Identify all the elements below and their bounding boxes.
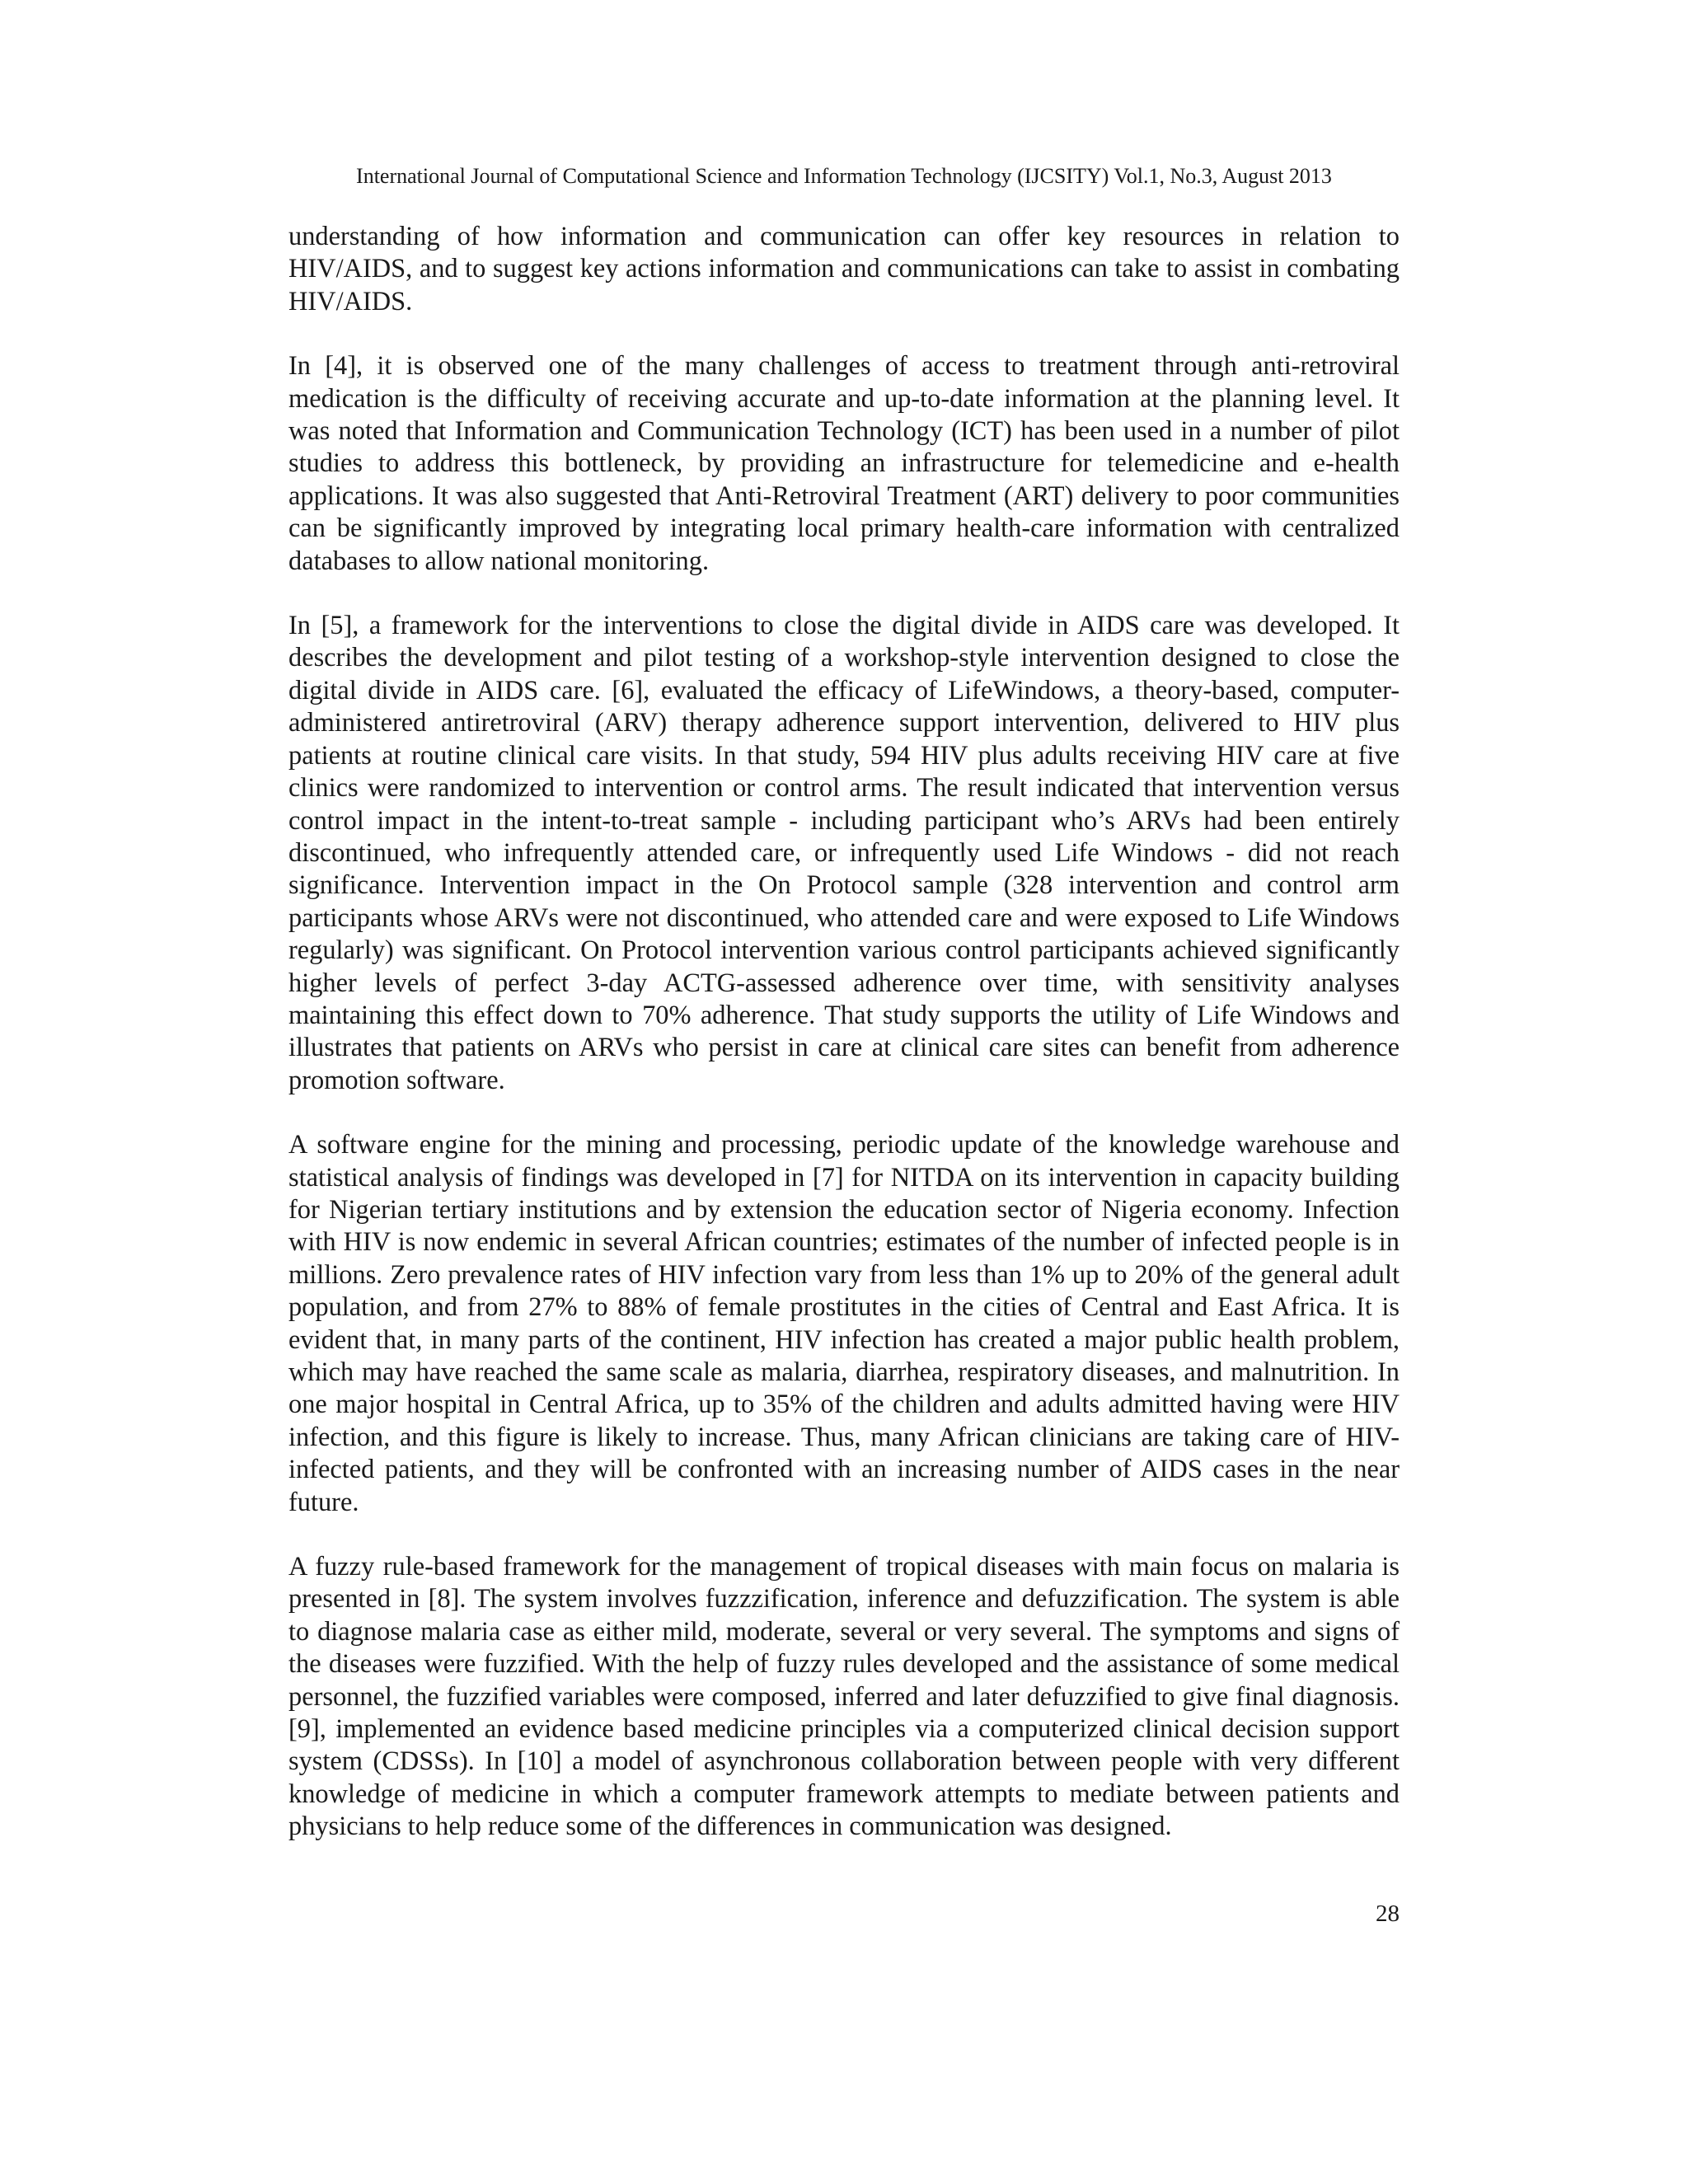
paragraph-ict-art-delivery: In [4], it is observed one of the many challenges of access to treatment through anti-retroviral medication is the difficulty of receiving accurate and up-to-date information at the planning level. It was noted that Information and Communication Technology (ICT) has been used in a number of pilot studies to address this bottleneck, by providing an infrastructure for telemedicine and e-health applications. It was also suggested that Anti-Retroviral Treatment (ART) delivery to poor communities can be significantly improved by integrating local primary health-care information with centralized databases to allow national monitoring.: [288, 351, 1400, 576]
paragraph-digital-divide-lifewindows: In [5], a framework for the interventions to close the digital divide in AIDS care was developed. It describes the development and pilot testing of a workshop-style intervention designed to close the digital divide in AIDS care. [6], evaluated the efficacy of LifeWindows, a theory-based, computer-administered antiretroviral (ARV) therapy adherence support intervention, delivered to HIV plus patients at routine clinical care visits. In that study, 594 HIV plus adults receiving HIV care at five clinics were randomized to intervention or control arms. The result indicated that intervention versus control impact in the intent-to-treat sample - including participant who’s ARVs had been entirely discontinued, who infrequently attended care, or infrequently used Life Windows - did not reach significance. Intervention impact in the On Protocol sample (328 intervention and control arm participants whose ARVs were not discontinued, who attended care and were exposed to Life Windows regularly) was significant. On Protocol intervention various control participants achieved significantly higher levels of perfect 3-day ACTG-assessed adherence over time, with sensitivity analyses maintaining this effect down to 70% adherence. That study supports the utility of Life Windows and illustrates that patients on ARVs who persist in care at clinical care sites can benefit from adherence promotion software.: [288, 611, 1400, 1095]
body-text: [288, 221, 1400, 1876]
running-header: International Journal of Computational Science and Information Technology (IJCSITY) Vol.1, No.3, August 2013: [356, 164, 1332, 188]
paragraph-continuation: understanding of how information and communication can offer key resources in relation to HIV/AIDS, and to suggest key actions information and communications can take to assist in combating HIV/AIDS.: [288, 222, 1400, 316]
page-number: 28: [1376, 1900, 1400, 1927]
paragraph-software-engine-hiv-africa: A software engine for the mining and processing, periodic update of the knowledge warehouse and statistical analysis of findings was developed in [7] for NITDA on its intervention in capacity building for Nigerian tertiary institutions and by extension the education sector of Nigeria economy. Infection with HIV is now endemic in several African countries; estimates of the number of infected people is in millions. Zero prevalence rates of HIV infection vary from less than 1% up to 20% of the general adult population, and from 27% to 88% of female prostitutes in the cities of Central and East Africa. It is evident that, in many parts of the continent, HIV infection has created a major public health problem, which may have reached the same scale as malaria, diarrhea, respiratory diseases, and malnutrition. In one major hospital in Central Africa, up to 35% of the children and adults admitted having were HIV infection, and this figure is likely to increase. Thus, many African clinicians are taking care of HIV-infected patients, and they will be confronted with an increasing number of AIDS cases in the near future.: [288, 1130, 1400, 1517]
paragraph-fuzzy-malaria-framework: A fuzzy rule-based framework for the management of tropical diseases with main focus on malaria is presented in [8]. The system involves fuzzzification, inference and defuzzification. The system is able to diagnose malaria case as either mild, moderate, several or very several. The symptoms and signs of the diseases were fuzzified. With the help of fuzzy rules developed and the assistance of some medical personnel, the fuzzified variables were composed, inferred and later defuzzified to give final diagnosis. [9], implemented an evidence based medicine principles via a computerized clinical decision support system (CDSSs). In [10] a model of asynchronous collaboration between people with very different knowledge of medicine in which a computer framework attempts to mediate between patients and physicians to help reduce some of the differences in communication was designed.: [288, 1552, 1400, 1842]
